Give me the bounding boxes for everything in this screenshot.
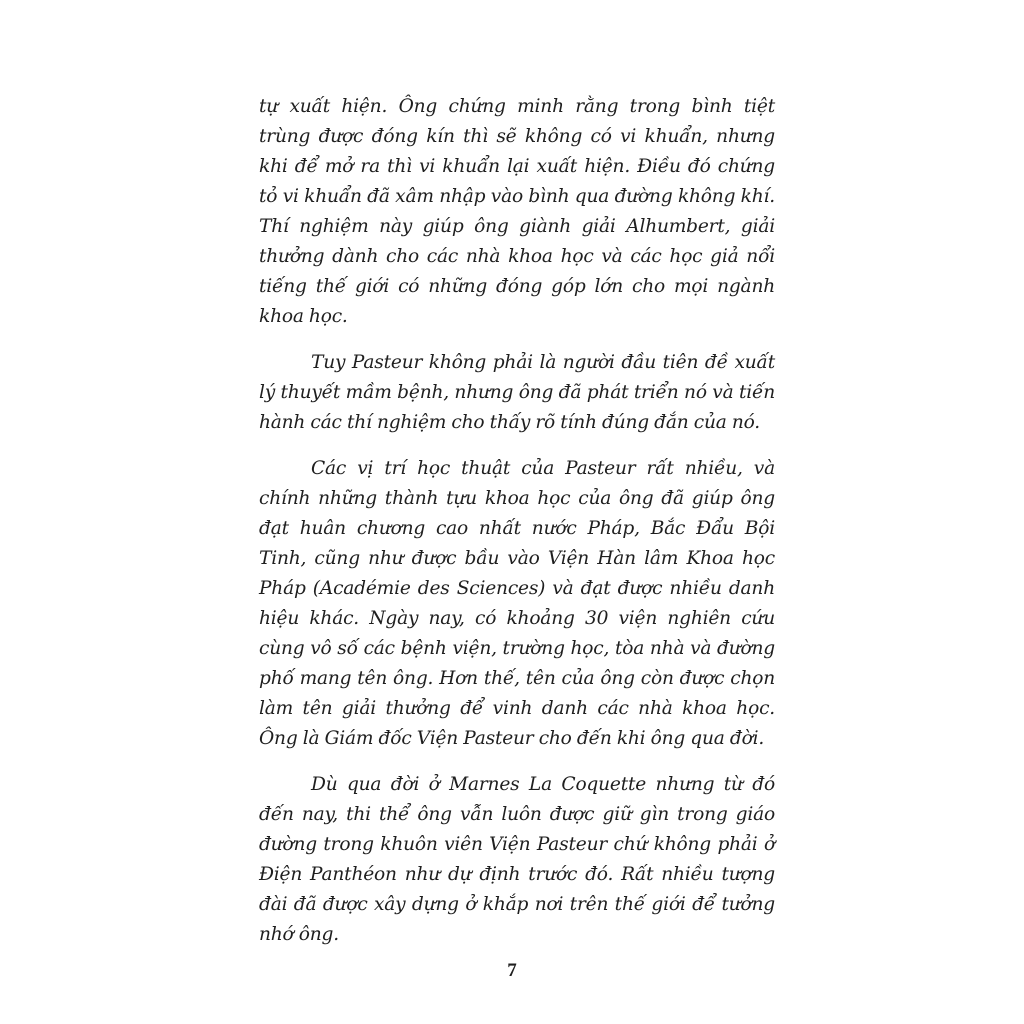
paragraph-burial: Dù qua đời ở Marnes La Coquette nhưng từ đó đến nay, thi thể ông vẫn luôn được giữ gìn trong giáo đường trong khuôn viên Viện Pasteur chứ không phải ở Điện Panthéon như dự định trước đó. Rất nhiều tượng đài đã được xây dựng ở khắp nơi trên thế giới để tưởng nhớ ông.: [259, 774, 775, 945]
paragraph-germ-theory: Tuy Pasteur không phải là người đầu tiên đề xuất lý thuyết mầm bệnh, nhưng ông đã phát triển nó và tiến hành các thí nghiệm cho thấy rõ tính đúng đắn của nó.: [259, 352, 775, 433]
page-number: 7: [507, 960, 517, 981]
paragraph-academic-honors: Các vị trí học thuật của Pasteur rất nhiều, và chính những thành tựu khoa học của ông đã giúp ông đạt huân chương cao nhất nước Pháp, Bắc Đẩu Bội Tinh, cũng như được bầu vào Viện Hàn lâm Khoa học Pháp (Académie des Sciences) và đạt được nhiều danh hiệu khác. Ngày nay, có khoảng 30 viện nghiên cứu cùng vô số các bệnh viện, trường học, tòa nhà và đường phố mang tên ông. Hơn thế, tên của ông còn được chọn làm tên giải thưởng để vinh danh các nhà khoa học. Ông là Giám đốc Viện Pasteur cho đến khi ông qua đời.: [259, 458, 775, 749]
body-text: [259, 92, 775, 966]
paragraph-continuation: tự xuất hiện. Ông chứng minh rằng trong bình tiệt trùng được đóng kín thì sẽ không có vi khuẩn, nhưng khi để mở ra thì vi khuẩn lại xuất hiện. Điều đó chứng tỏ vi khuẩn đã xâm nhập vào bình qua đường không khí. Thí nghiệm này giúp ông giành giải Alhumbert, giải thưởng dành cho các nhà khoa học và các học giả nổi tiếng thế giới có những đóng góp lớn cho mọi ngành khoa học.: [259, 96, 775, 327]
